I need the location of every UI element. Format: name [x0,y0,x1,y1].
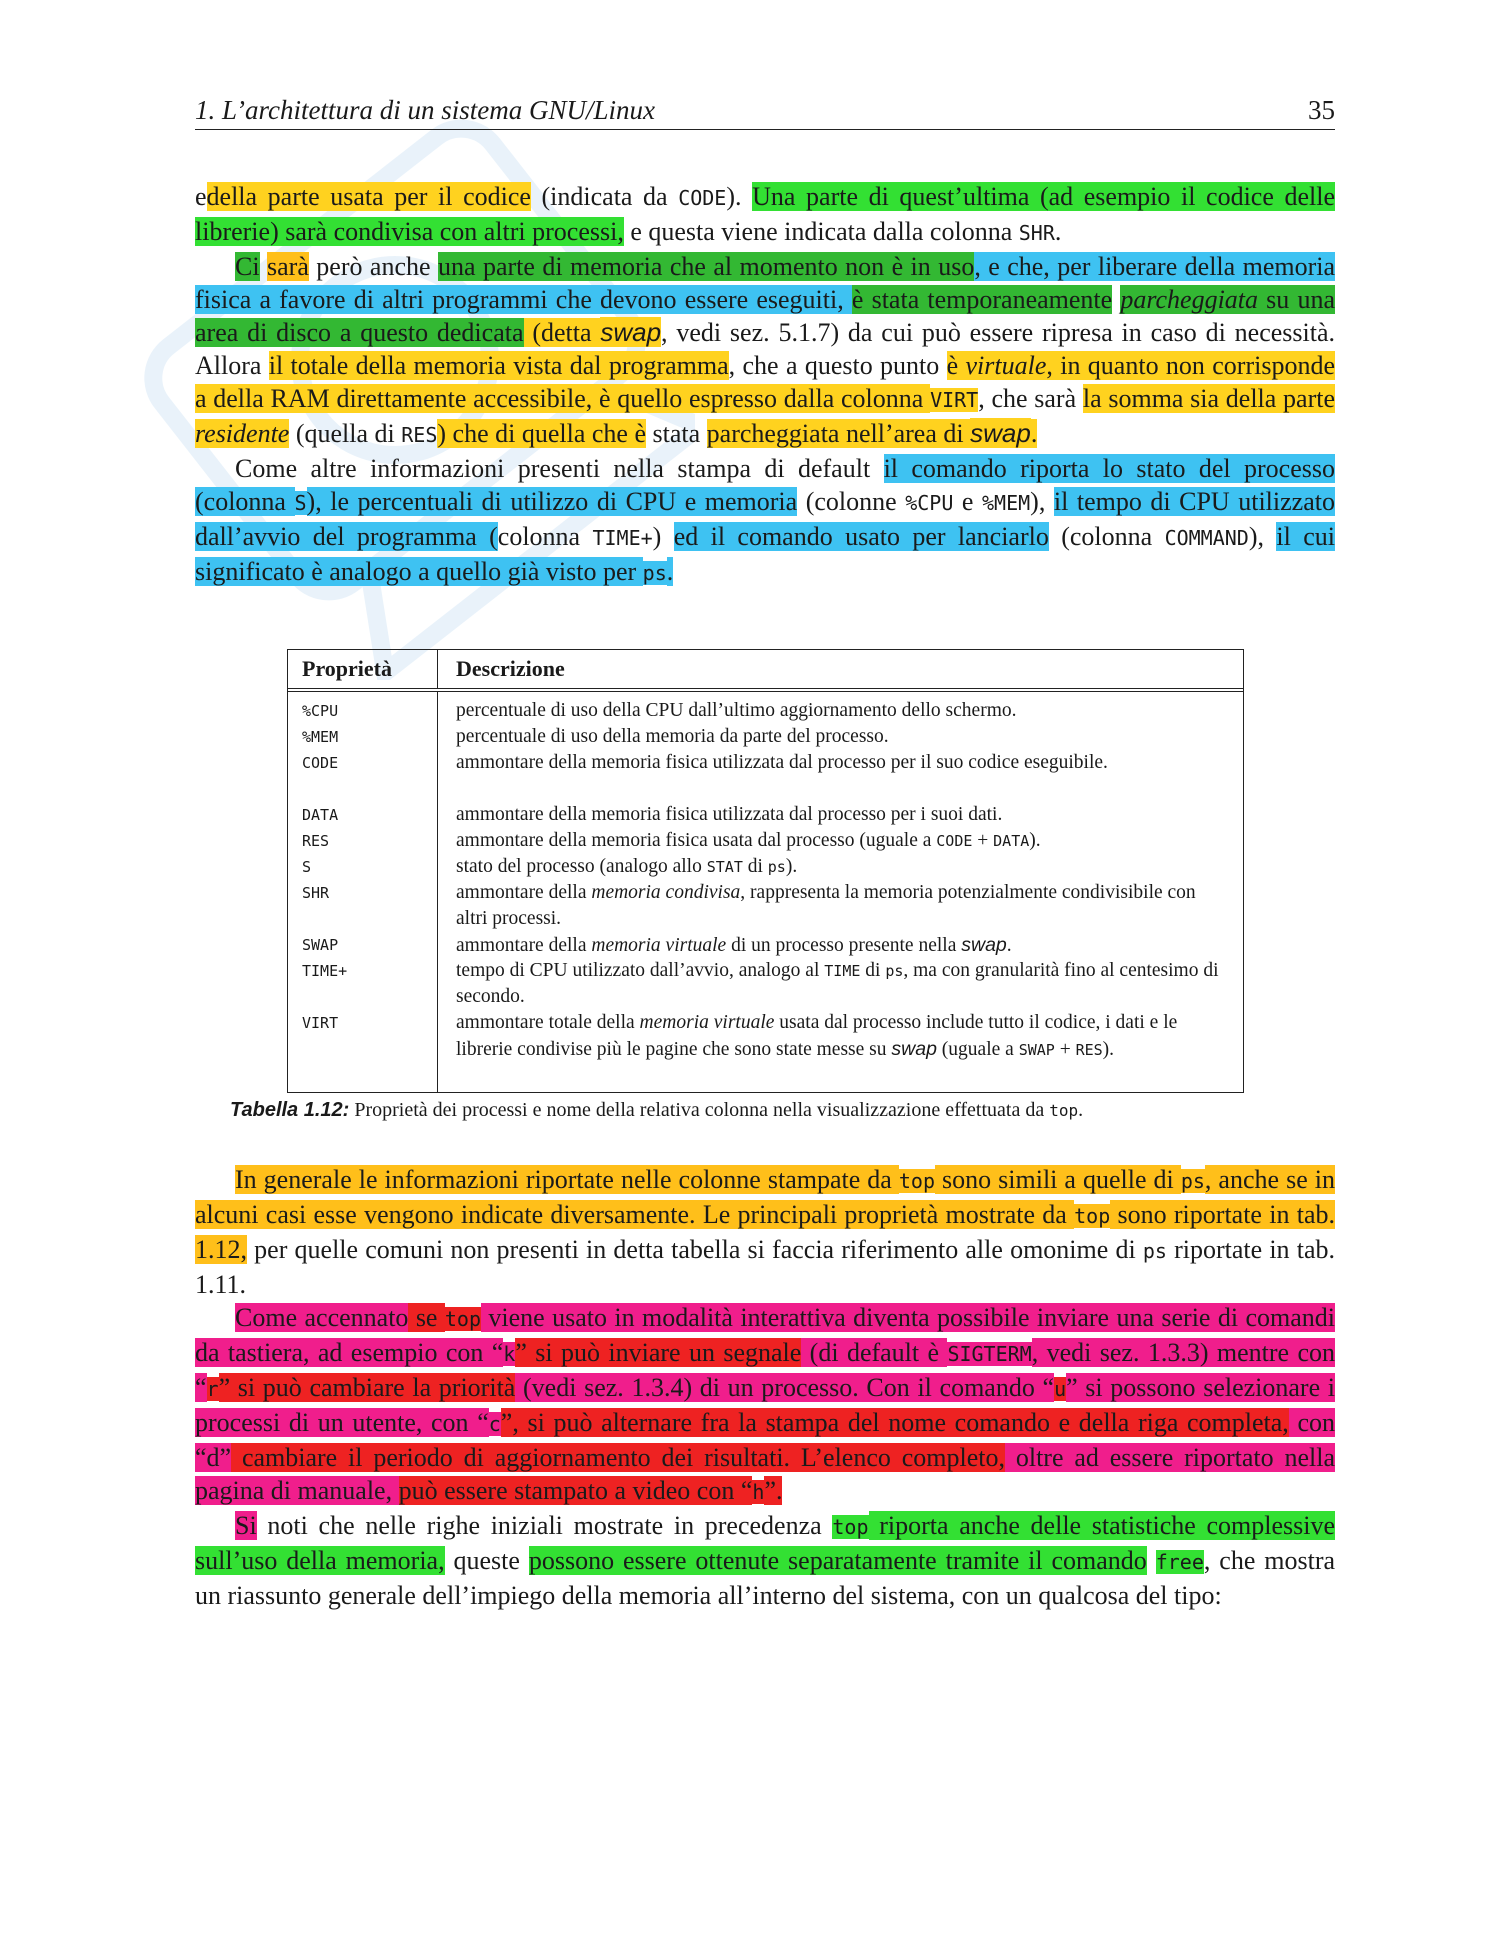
code-u: u [1054,1377,1067,1401]
description-column [438,692,1243,1092]
header-descrizione: Descrizione [456,656,565,681]
highlight-red: ” si può inviare un segnale [515,1338,802,1367]
paragraph-2 [195,250,1335,452]
code-top: top [444,1307,481,1331]
desc-swap [456,932,1229,958]
text-run: ). [726,182,753,211]
desc-text: + [1054,1039,1076,1060]
text-run: ) [652,522,674,551]
highlight-magenta: con “ [422,1408,489,1437]
highlight-magenta: , vedi sez. 1.3.3) mentre con “ [195,1338,1335,1402]
highlight-yellow: è [946,351,966,380]
caption-code: top [1049,1101,1079,1120]
desc-italic: memoria condivisa [591,882,741,903]
highlight-magenta: ” si possono selezionare i processi di un utente, [195,1373,1336,1437]
text-run [260,252,267,281]
highlight-darkgreen-italic: parcheggiata [1120,285,1259,314]
paragraph-5 [195,1301,1335,1509]
highlight-red: ” si può cambiare la priorità [218,1373,516,1402]
highlight-magenta: viene usato in modalità interattiva diventa possibile inviare una serie di comandi da tastiera, ad esempio con “ [195,1303,1335,1367]
code-ps: ps [642,561,667,585]
desc-time [456,958,1229,1010]
key-time: TIME+ [302,962,348,980]
text-run: Come altre informazioni presenti nella stampa di default [235,454,884,483]
highlight-darkgreen: su una area di disco a questo dedicata [195,285,1335,347]
desc-italic: memoria virtuale [639,1012,775,1033]
code-ps: ps [1142,1239,1167,1263]
key-virt: VIRT [302,1014,339,1032]
desc-text: ammontare della memoria fisica utilizzata dal processo per il suo codice eseguibile. [456,752,1108,773]
text-run: riportate in tab. 1.11. [195,1235,1335,1299]
desc-text: + [972,830,994,851]
highlight-darkgreen: Ci [235,252,260,281]
highlight-yellow: della parte usata per il codice [206,182,531,211]
paragraph-4 [195,1163,1335,1301]
text-run: queste [444,1546,529,1575]
code-s: S [294,491,307,515]
desc-data [456,802,1229,828]
table-header [288,650,1243,692]
text-run: e questa viene indicata dalla colonna [623,217,1019,246]
highlight-blue: il cui significato è analogo a quello già visto per [195,522,1335,586]
highlight-red: ”, si può alternare fra la stampa del nome comando e della riga completa, [500,1408,1289,1437]
text-run: (colonne [797,487,906,516]
paragraph-3 [195,452,1335,590]
desc-code [456,750,1229,802]
desc-code: CODE [936,832,973,850]
code-cpu: %CPU [905,491,954,515]
desc-text: stato del processo (analogo allo [456,856,707,877]
page-header [195,95,1335,130]
text-run: , che sarà [978,384,1083,413]
highlight-blue: ), le percentuali di utilizzo di CPU e memoria [306,487,798,516]
swap-term: swap [600,317,662,347]
highlight-magenta: con “d” [195,1408,1335,1472]
body-text-bottom [195,1163,1335,1612]
text-run: . [1054,217,1062,246]
highlight-orange: sono riportate in tab. 1.12, [195,1200,1335,1264]
text-run: per quelle comuni non presenti in detta tabella si faccia riferimento alle omonime di [247,1235,1143,1264]
highlight-green: Una parte di quest’ultima (ad esempio il codice delle librerie) sarà condivisa con altri processi, [195,182,1335,246]
caption-text: Proprietà dei processi e nome della relativa colonna nella visualizzazione effettuata da [349,1099,1050,1121]
desc-text: ). [1102,1039,1115,1060]
highlight-blue: ed il comando usato per lanciarlo [673,522,1049,551]
desc-cpu [456,698,1229,724]
key-code: CODE [302,754,339,772]
desc-italic: swap [891,1038,937,1060]
text-run: (colonna [1048,522,1165,551]
highlight-red: ”. [764,1476,783,1505]
code-top: top [832,1515,869,1539]
desc-text: tempo di CPU utilizzato dall’avvio, analogo al [456,960,825,981]
desc-text: di un processo presente nella [726,935,962,956]
caption-text: . [1078,1099,1084,1121]
code-command: COMMAND [1164,526,1249,550]
highlight-blue: . [666,557,674,586]
desc-text: ammontare della memoria fisica usata dal processo (uguale a [456,830,937,851]
desc-virt [456,1010,1229,1088]
highlight-yellow: parcheggiata nell’area di [706,419,971,448]
desc-text: percentuale di uso della CPU dall’ultimo aggiornamento dello schermo. [456,700,1017,721]
desc-code: DATA [993,832,1030,850]
desc-s [456,854,1229,880]
text-run: però anche [308,252,438,281]
highlight-magenta: oltre ad essere riportato nella pagina di manuale, [195,1443,1335,1505]
desc-text: ammontare totale della [456,1012,640,1033]
highlight-orange: sarà [267,252,309,281]
highlight-orange: esse vengono indicate diversamente. [313,1200,696,1229]
highlight-darkgreen: è stata temporaneamente [851,285,1113,314]
code-sigterm: SIGTERM [947,1342,1032,1366]
highlight-blue: il comando riporta lo stato del processo (colonna [195,454,1336,516]
swap-term: swap [970,418,1031,448]
header-proprieta: Proprietà [288,650,438,688]
desc-text: usata dal processo include tutto il codice, i dati e le librerie condivise più le pagine che sono state messe su [456,1012,1178,1060]
highlight-orange: Le principali proprietà mostrate da [695,1200,1075,1229]
code-top: top [1074,1204,1111,1228]
code-code: CODE [678,186,727,210]
table-body [288,692,1243,1092]
desc-code: SWAP [1018,1041,1055,1059]
key-s: S [302,858,312,876]
code-r: r [206,1377,219,1401]
desc-text: ammontare della memoria fisica utilizzata dal processo per i suoi dati. [456,804,1003,825]
key-mem: %MEM [302,728,339,746]
desc-text: (uguale a [936,1039,1019,1060]
desc-code: TIME [824,962,861,980]
desc-italic: swap [961,934,1007,956]
text-run: , vedi sez. 5.1.7) da cui può essere ripresa in caso di necessità. Allora [195,318,1335,380]
code-shr: SHR [1018,221,1055,245]
key-column [288,692,438,1092]
text-run: , che mostra un riassunto generale dell’impiego della memoria all’interno del sistema, con un qualcosa del tipo: [195,1546,1336,1610]
code-virt: VIRT [930,388,979,412]
desc-text: , ma con granularità fino al centesimo di secondo. [456,960,1219,1007]
highlight-orange: sono [934,1165,999,1194]
desc-text: . [1006,935,1012,956]
desc-code: RES [1075,1041,1103,1059]
desc-mem [456,724,1229,750]
text-run: ), [1248,522,1277,551]
highlight-orange: simili a quelle di [998,1165,1181,1194]
highlight-darkgreen: una parte di memoria che al momento non è in uso [437,252,975,281]
body-text-top [195,180,1335,590]
key-res: RES [302,832,330,850]
desc-text: ). [1029,830,1041,851]
key-shr: SHR [302,884,330,902]
text-run: , che a questo punto [728,351,947,380]
chapter-title: 1. L’architettura di un sistema GNU/Linux [195,95,656,125]
desc-shr [456,880,1229,932]
desc-text: ammontare della [456,882,592,903]
text-run: (quella di [289,419,402,448]
code-c: c [488,1412,501,1436]
desc-text: , rappresenta la memoria potenzialmente condivisibile con altri processi. [456,882,1196,929]
properties-table [287,649,1244,1093]
highlight-blue: , e che, per liberare della memoria fisica a favore di altri programmi che devono essere eseguiti, [195,252,1336,314]
desc-res [456,828,1229,854]
code-time: TIME+ [592,526,653,550]
text-run: e [953,487,982,516]
desc-code: ps [767,858,786,876]
highlight-orange: , anche se in alcuni casi [195,1165,1335,1229]
highlight-yellow: ) che di quella che è [437,419,646,448]
paragraph-1 [195,180,1335,250]
text-run: ), [1030,487,1054,516]
highlight-yellow-italic: virtuale [965,351,1047,380]
code-ps: ps [1180,1169,1205,1193]
highlight-magenta: (vedi sez. 1.3.4) di un processo. Con il comando “ [515,1373,1055,1402]
code-mem: %MEM [981,491,1031,515]
table-caption [230,1099,1330,1122]
highlight-magenta: (di default è [801,1338,948,1367]
text-run: colonna [497,522,593,551]
desc-text: di [860,960,886,981]
key-data: DATA [302,806,339,824]
highlight-orange: le informazioni riportate nelle colonne stampate da [351,1165,899,1194]
text-run: e [195,182,207,211]
code-k: k [503,1342,516,1366]
highlight-magenta: Come accennato [235,1303,409,1332]
text-run: stata [646,419,707,448]
highlight-magenta: Si [235,1511,257,1540]
desc-text: percentuale di uso della memoria da parte del processo. [456,726,889,747]
page-number: 35 [1308,95,1335,125]
highlight-orange: In generale [235,1165,352,1194]
highlight-yellow: la somma sia della parte [1082,384,1336,413]
highlight-blue: il tempo di CPU utilizzato dall’avvio del programma ( [195,487,1335,551]
code-free: free [1155,1550,1204,1574]
highlight-red: se [408,1303,445,1332]
code-top: top [898,1169,935,1193]
highlight-green: riporta anche delle statistiche complessive sull’uso della memoria, [195,1511,1336,1575]
paragraph-6 [195,1509,1335,1612]
highlight-green: possono essere ottenute separatamente tramite il comando [528,1546,1147,1575]
text-run: noti che nelle righe iniziali mostrate in precedenza [256,1511,833,1540]
highlight-yellow: (detta [523,318,601,347]
desc-code: ps [885,962,904,980]
code-res: RES [401,423,438,447]
code-h: h [752,1480,765,1504]
highlight-yellow: il totale della memoria vista dal programma [268,351,729,380]
text-run: (indicata da [530,182,679,211]
highlight-red: cambiare il periodo di aggiornamento dei risultati. [231,1443,791,1472]
key-cpu: %CPU [302,702,339,720]
desc-text: ). [785,856,798,877]
desc-text: di [742,856,768,877]
caption-label: Tabella 1.12: [230,1099,350,1121]
highlight-yellow-italic: residente [195,419,290,448]
highlight-yellow: , in quanto non corrisponde a della RAM direttamente accessibile, è quello espresso dalla colonna [195,351,1335,413]
highlight-red: può essere stampato a video con “ [398,1476,753,1505]
desc-italic: memoria virtuale [591,935,727,956]
key-swap: SWAP [302,936,339,954]
desc-code: STAT [706,858,743,876]
desc-text: ammontare della [456,935,592,956]
highlight-yellow: . [1030,419,1038,448]
highlight-red: L’elenco completo, [790,1443,1005,1472]
